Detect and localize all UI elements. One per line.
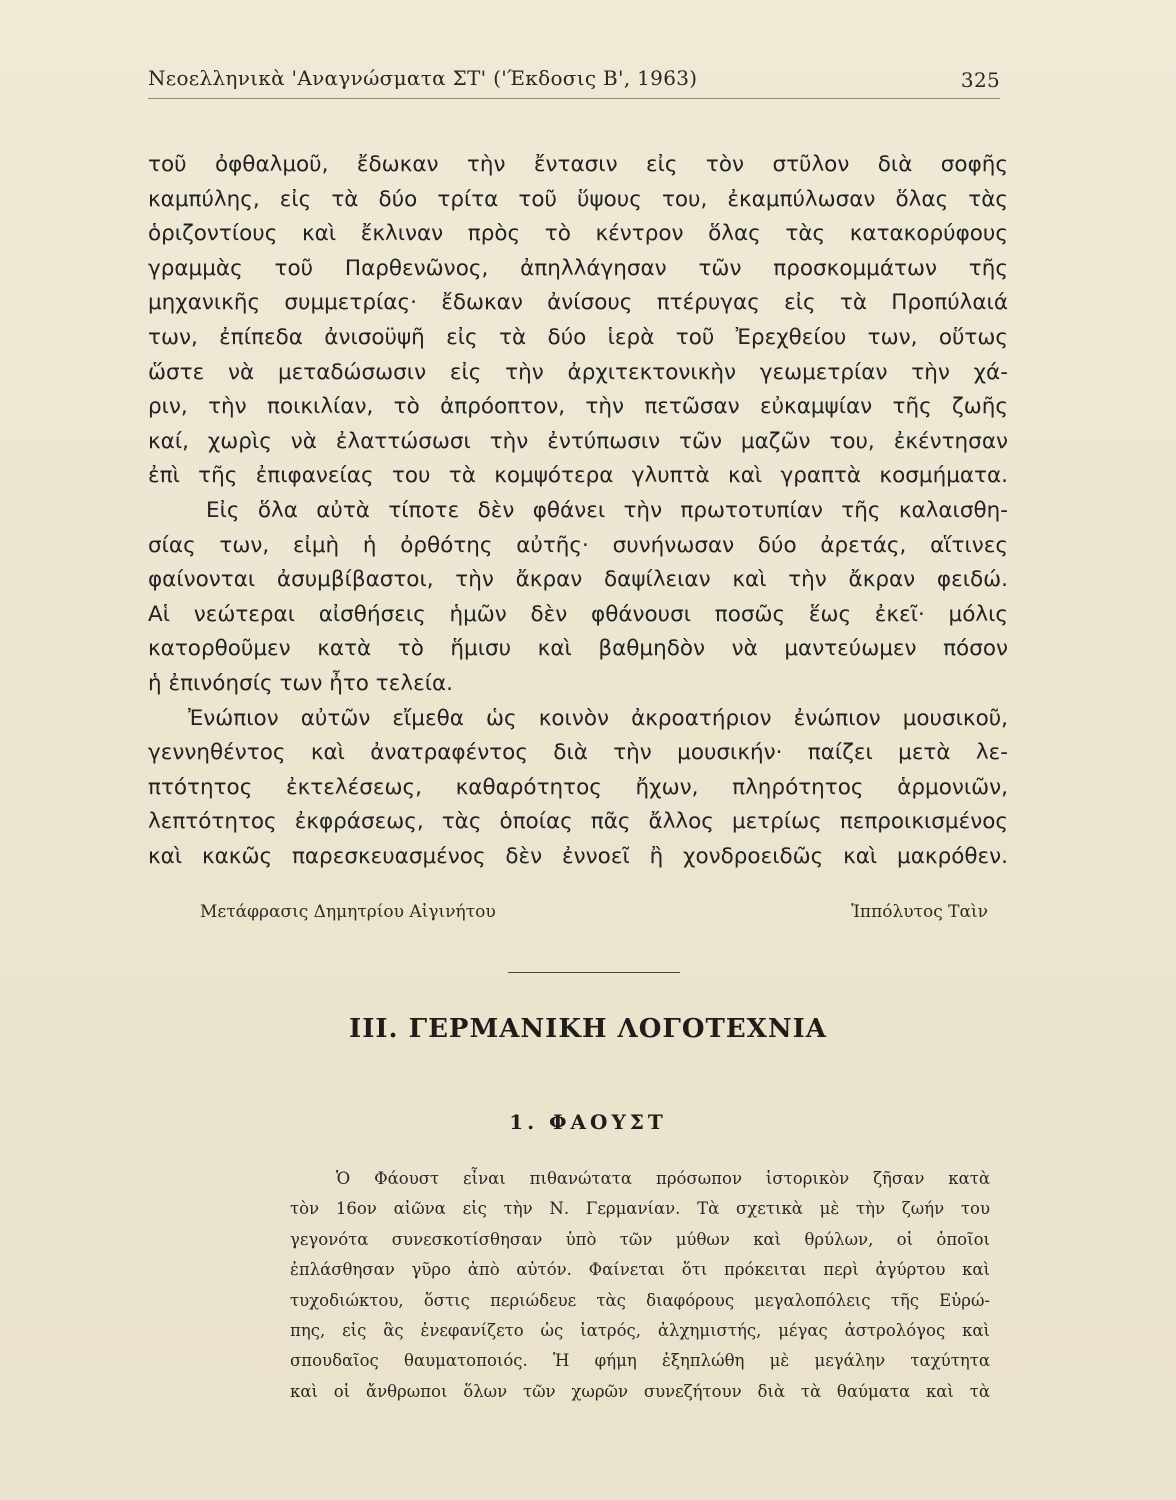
running-head — [148, 62, 1000, 96]
text-line: πτότητος ἐκτελέσεως, καθαρότητος ἤχων, πληρότητος ἁρμονιῶν, — [148, 774, 1008, 800]
text-line: ἡ ἐπινόησίς των ἦτο τελεία. — [148, 670, 453, 696]
text-line: ἐπὶ τῆς ἐπιφανείας του τὰ κομψότερα γλυπτὰ καὶ γραπτὰ κοσμήματα. — [148, 463, 1008, 489]
intro-line: ἐπλάσθησαν γῦρο ἀπὸ αὐτόν. Φαίνεται ὅτι πρόκειται περὶ ἀγύρτου καὶ — [290, 1260, 990, 1280]
text-line: Αἱ νεώτεραι αἰσθήσεις ἡμῶν δὲν φθάνουσι ποσῶς ἕως ἐκεῖ· μόλις — [148, 601, 1008, 627]
text-line: μηχανικῆς συμμετρίας· ἔδωκαν ἀνίσους πτέρυγας εἰς τὰ Προπύλαιά — [148, 290, 1008, 316]
intro-line: σπουδαῖος θαυματοποιός. Ἡ φήμη ἐξηπλώθη μὲ μεγάλην ταχύτητα — [290, 1351, 990, 1371]
page-number: 325 — [960, 68, 1000, 92]
section-title: III. ΓΕΡΜΑΝΙΚΗ ΛΟΓΟΤΕΧΝΙΑ — [349, 1014, 827, 1044]
text-line: ὁριζοντίους καὶ ἔκλιναν πρὸς τὸ κέντρον ὅλας τὰς κατακορύφους — [148, 221, 1008, 247]
text-line: λεπτότητος ἐκφράσεως, τὰς ὁποίας πᾶς ἄλλος μετρίως πεπροικισμένος — [148, 809, 1008, 835]
text-line: καί, χωρὶς νὰ ἐλαττώσωσι τὴν ἐντύπωσιν τῶν μαζῶν του, ἐκέντησαν — [148, 428, 1008, 454]
text-line: γεννηθέντος καὶ ἀνατραφέντος διὰ τὴν μουσικήν· παίζει μετὰ λε- — [148, 740, 1008, 766]
text-line: ὥστε νὰ μεταδώσωσιν εἰς τὴν ἀρχιτεκτονικὴν γεωμετρίαν τὴν χά- — [148, 359, 1008, 385]
text-line: ριν, τὴν ποικιλίαν, τὸ ἀπρόοπτον, τὴν πετῶσαν εὐκαμψίαν τῆς ζωῆς — [148, 394, 1008, 420]
translator-credit: Μετάφρασις Δημητρίου Αἰγινήτου — [200, 902, 496, 922]
text-line: κατορθοῦμεν κατὰ τὸ ἥμισυ καὶ βαθμηδὸν νὰ μαντεύωμεν πόσον — [148, 636, 1008, 662]
main-text — [148, 148, 1008, 874]
section-separator — [508, 972, 680, 973]
text-line: των, ἐπίπεδα ἀνισοϋψῆ εἰς τὰ δύο ἱερὰ τοῦ Ἐρεχθείου των, οὕτως — [148, 324, 1008, 350]
text-line: σίας των, εἰμὴ ἡ ὀρθότης αὐτῆς· συνήνωσαν δύο ἀρετάς, αἵτινες — [148, 532, 1008, 558]
author-credit: Ἱππόλυτος Ταὶν — [851, 902, 988, 922]
text-line: Ἐνώπιον αὐτῶν εἴμεθα ὡς κοινὸν ἀκροατήριον ἐνώπιον μουσικοῦ, — [188, 705, 1008, 731]
intro-text — [290, 1164, 990, 1407]
intro-line: τὸν 16ον αἰῶνα εἰς τὴν Ν. Γερμανίαν. Τὰ σχετικὰ μὲ τὴν ζωήν του — [290, 1199, 990, 1219]
text-line: καμπύλης, εἰς τὰ δύο τρίτα τοῦ ὕψους του, ἐκαμπύλωσαν ὅλας τὰς — [148, 186, 1008, 212]
intro-line: τυχοδιώκτου, ὅστις περιώδευε τὰς διαφόρους μεγαλοπόλεις τῆς Εὐρώ- — [290, 1290, 990, 1310]
subsection-title: 1. ΦΑΟΥΣΤ — [509, 1110, 667, 1134]
intro-line: γεγονότα συνεσκοτίσθησαν ὑπὸ τῶν μύθων καὶ θρύλων, οἱ ὁποῖοι — [290, 1229, 990, 1249]
text-line: Εἰς ὅλα αὐτὰ τίποτε δὲν φθάνει τὴν πρωτοτυπίαν τῆς καλαισθη- — [206, 497, 1008, 523]
running-head-title: Νεοελληνικὰ 'Αναγνώσματα ΣΤ' ('Έκδοσις Β', 1963) — [148, 66, 698, 90]
text-line: φαίνονται ἀσυμβίβαστοι, τὴν ἄκραν δαψίλειαν καὶ τὴν ἄκραν φειδώ. — [148, 567, 1008, 593]
header-rule — [148, 98, 1000, 99]
text-line: γραμμὰς τοῦ Παρθενῶνος, ἀπηλλάγησαν τῶν προσκομμάτων τῆς — [148, 255, 1008, 281]
text-line: τοῦ ὀφθαλμοῦ, ἔδωκαν τὴν ἔντασιν εἰς τὸν στῦλον διὰ σοφῆς — [148, 152, 1008, 177]
text-line: καὶ κακῶς παρεσκευασμένος δὲν ἐννοεῖ ἢ χονδροειδῶς καὶ μακρόθεν. — [148, 843, 1008, 869]
intro-line: καὶ οἱ ἄνθρωποι ὅλων τῶν χωρῶν συνεζήτουν διὰ τὰ θαύματα καὶ τὰ — [290, 1381, 990, 1401]
intro-line: πης, εἰς ἃς ἐνεφανίζετο ὡς ἰατρός, ἀλχημιστής, μέγας ἀστρολόγος καὶ — [290, 1320, 990, 1340]
intro-line: Ὁ Φάουστ εἶναι πιθανώτατα πρόσωπον ἱστορικὸν ζῆσαν κατὰ — [336, 1169, 990, 1188]
